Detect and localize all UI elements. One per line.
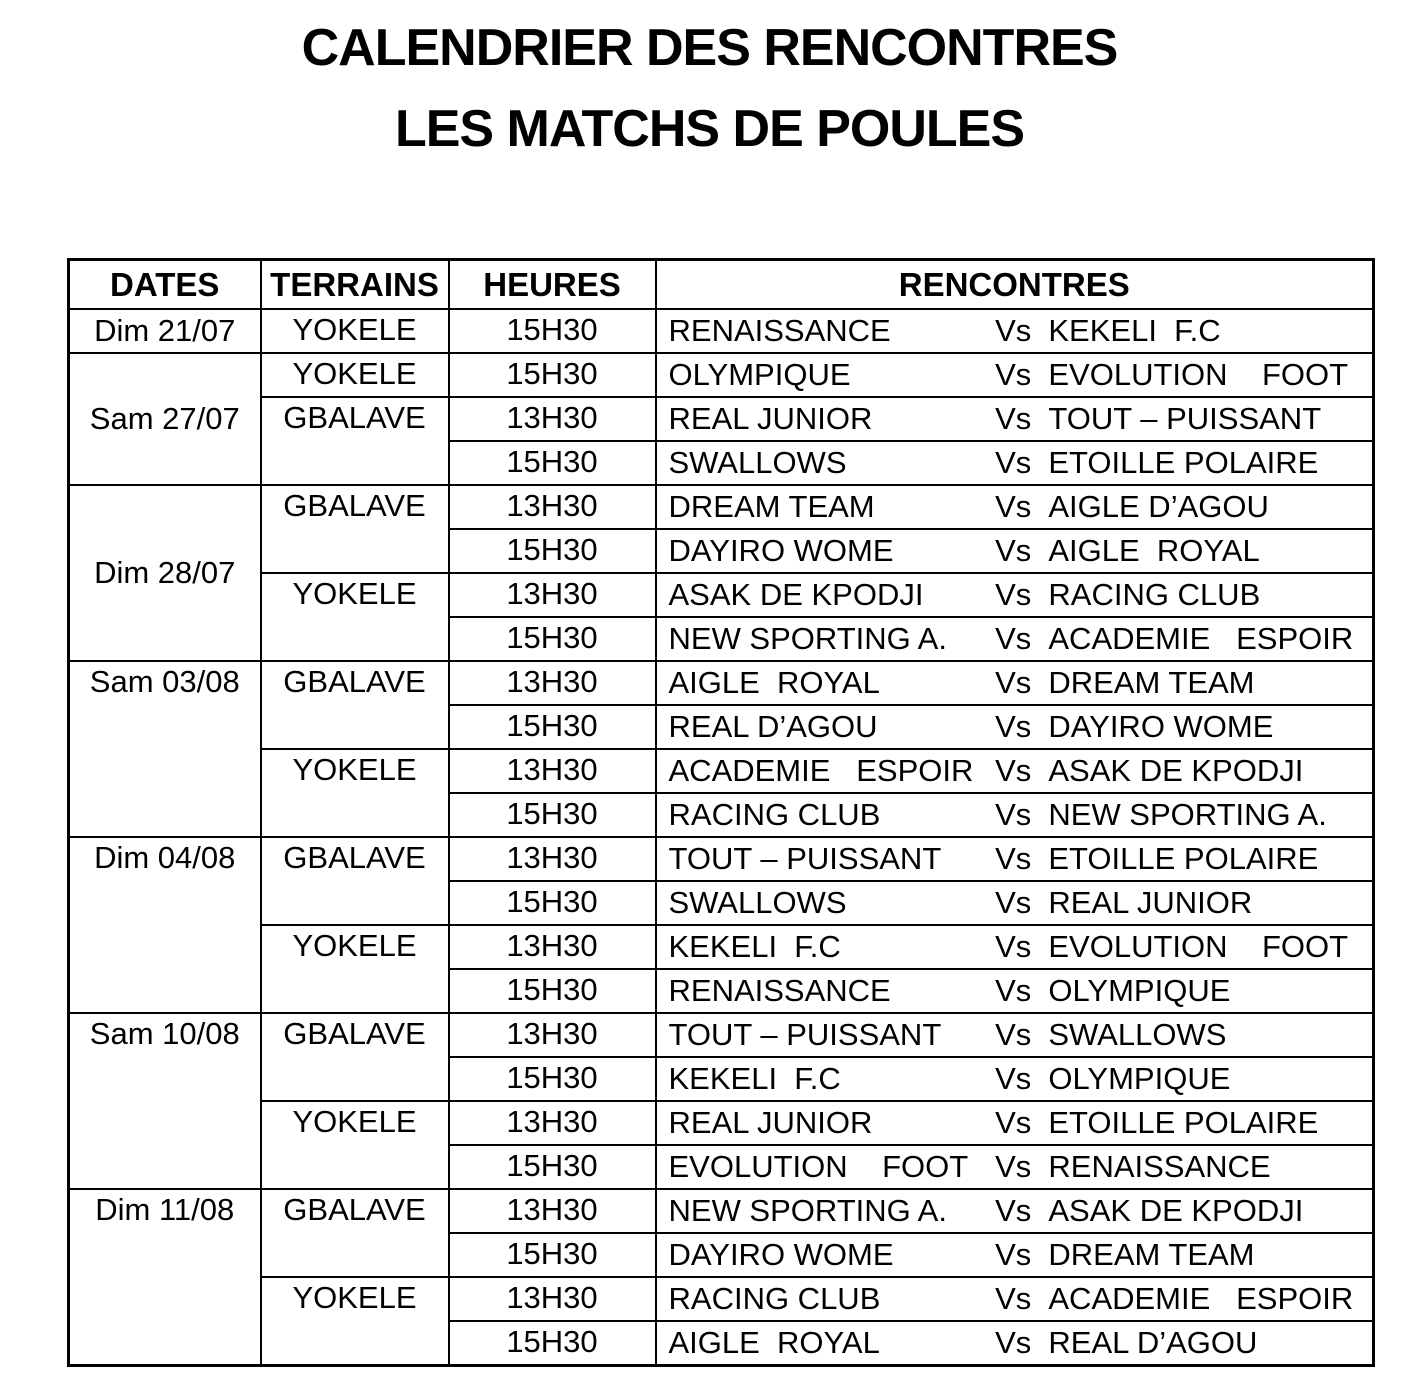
match-cell bbox=[656, 441, 1374, 485]
home-team: RACING CLUB bbox=[668, 797, 881, 832]
home-team: DAYIRO WOME bbox=[668, 533, 894, 568]
vs-label: Vs bbox=[995, 401, 1032, 436]
match-row bbox=[69, 925, 1374, 969]
terrain-cell: YOKELE bbox=[261, 353, 449, 397]
match-cell bbox=[656, 353, 1374, 397]
date-cell: Dim 11/08 bbox=[69, 1189, 261, 1366]
match-cell bbox=[656, 1233, 1374, 1277]
match-line bbox=[669, 486, 1373, 528]
vs-label: Vs bbox=[995, 533, 1032, 568]
terrain-cell: GBALAVE bbox=[261, 397, 449, 485]
time-cell: 13H30 bbox=[449, 1101, 656, 1145]
home-team: RENAISSANCE bbox=[668, 313, 891, 348]
match-row bbox=[69, 397, 1374, 441]
home-team: ACADEMIE ESPOIR bbox=[668, 753, 974, 788]
terrain-cell: YOKELE bbox=[261, 573, 449, 661]
time-cell: 15H30 bbox=[449, 309, 656, 353]
home-team: NEW SPORTING A. bbox=[668, 621, 947, 656]
match-cell bbox=[656, 749, 1374, 793]
match-cell bbox=[656, 573, 1374, 617]
home-team: AIGLE ROYAL bbox=[668, 1325, 880, 1360]
away-team: ACADEMIE ESPOIR bbox=[1048, 621, 1354, 656]
match-line bbox=[669, 310, 1373, 352]
col-header-dates: DATES bbox=[69, 260, 261, 310]
vs-label: Vs bbox=[995, 841, 1032, 876]
away-team: TOUT – PUISSANT bbox=[1048, 401, 1322, 436]
match-cell bbox=[656, 397, 1374, 441]
match-cell bbox=[656, 705, 1374, 749]
vs-label: Vs bbox=[995, 797, 1032, 832]
vs-label: Vs bbox=[995, 1281, 1032, 1316]
match-line bbox=[669, 706, 1373, 748]
date-cell: Sam 10/08 bbox=[69, 1013, 261, 1189]
match-line bbox=[669, 882, 1373, 924]
time-cell: 15H30 bbox=[449, 793, 656, 837]
match-cell bbox=[656, 969, 1374, 1013]
vs-label: Vs bbox=[995, 709, 1032, 744]
terrain-cell: GBALAVE bbox=[261, 1013, 449, 1101]
vs-label: Vs bbox=[995, 1237, 1032, 1272]
match-line bbox=[669, 794, 1373, 836]
match-line bbox=[669, 442, 1373, 484]
match-line bbox=[669, 618, 1373, 660]
terrain-cell: YOKELE bbox=[261, 1277, 449, 1366]
match-line bbox=[669, 1322, 1373, 1364]
home-team: REAL JUNIOR bbox=[668, 1105, 873, 1140]
title-line-2: LES MATCHS DE POULES bbox=[394, 100, 1025, 159]
match-row bbox=[69, 1189, 1374, 1233]
vs-label: Vs bbox=[995, 973, 1032, 1008]
match-row bbox=[69, 1101, 1374, 1145]
match-row bbox=[69, 309, 1374, 353]
match-row bbox=[69, 1013, 1374, 1057]
match-line bbox=[669, 574, 1373, 616]
time-cell: 13H30 bbox=[449, 749, 656, 793]
time-cell: 15H30 bbox=[449, 529, 656, 573]
vs-label: Vs bbox=[995, 665, 1032, 700]
terrain-cell: YOKELE bbox=[261, 925, 449, 1013]
terrain-cell: YOKELE bbox=[261, 309, 449, 353]
header-row bbox=[69, 260, 1374, 310]
match-cell bbox=[656, 1189, 1374, 1233]
away-team: DAYIRO WOME bbox=[1048, 709, 1274, 744]
terrain-cell: GBALAVE bbox=[261, 485, 449, 573]
vs-label: Vs bbox=[995, 1325, 1032, 1360]
terrain-cell: YOKELE bbox=[261, 749, 449, 837]
vs-label: Vs bbox=[995, 1105, 1032, 1140]
home-team: REAL D’AGOU bbox=[668, 709, 878, 744]
home-team: SWALLOWS bbox=[668, 885, 847, 920]
home-team: RENAISSANCE bbox=[668, 973, 891, 1008]
match-cell bbox=[656, 485, 1374, 529]
home-team: TOUT – PUISSANT bbox=[668, 841, 942, 876]
away-team: ETOILLE POLAIRE bbox=[1048, 841, 1319, 876]
document-title bbox=[0, 20, 1419, 158]
away-team: ETOILLE POLAIRE bbox=[1048, 1105, 1319, 1140]
away-team: RACING CLUB bbox=[1048, 577, 1261, 612]
away-team: RENAISSANCE bbox=[1048, 1149, 1271, 1184]
schedule-body bbox=[69, 309, 1374, 1366]
match-cell bbox=[656, 661, 1374, 705]
home-team: DAYIRO WOME bbox=[668, 1237, 894, 1272]
away-team: AIGLE ROYAL bbox=[1048, 533, 1260, 568]
match-line bbox=[669, 1278, 1373, 1320]
time-cell: 13H30 bbox=[449, 1277, 656, 1321]
match-line bbox=[669, 970, 1373, 1012]
time-cell: 13H30 bbox=[449, 925, 656, 969]
away-team: ACADEMIE ESPOIR bbox=[1048, 1281, 1354, 1316]
away-team: OLYMPIQUE bbox=[1048, 973, 1231, 1008]
time-cell: 13H30 bbox=[449, 837, 656, 881]
away-team: SWALLOWS bbox=[1048, 1017, 1227, 1052]
home-team: NEW SPORTING A. bbox=[668, 1193, 947, 1228]
time-cell: 15H30 bbox=[449, 969, 656, 1013]
match-line bbox=[669, 1102, 1373, 1144]
time-cell: 15H30 bbox=[449, 705, 656, 749]
home-team: RACING CLUB bbox=[668, 1281, 881, 1316]
match-cell bbox=[656, 1101, 1374, 1145]
home-team: AIGLE ROYAL bbox=[668, 665, 880, 700]
away-team: DREAM TEAM bbox=[1048, 665, 1255, 700]
time-cell: 15H30 bbox=[449, 617, 656, 661]
away-team: ASAK DE KPODJI bbox=[1048, 1193, 1304, 1228]
home-team: KEKELI F.C bbox=[668, 929, 841, 964]
away-team: ASAK DE KPODJI bbox=[1048, 753, 1304, 788]
match-line bbox=[669, 838, 1373, 880]
vs-label: Vs bbox=[995, 929, 1032, 964]
match-line bbox=[669, 1014, 1373, 1056]
time-cell: 15H30 bbox=[449, 1233, 656, 1277]
match-cell bbox=[656, 1321, 1374, 1366]
time-cell: 15H30 bbox=[449, 1145, 656, 1189]
match-row bbox=[69, 749, 1374, 793]
date-cell: Sam 27/07 bbox=[69, 353, 261, 485]
home-team: ASAK DE KPODJI bbox=[668, 577, 924, 612]
vs-label: Vs bbox=[995, 313, 1032, 348]
match-line bbox=[669, 1146, 1373, 1188]
vs-label: Vs bbox=[995, 1193, 1032, 1228]
match-line bbox=[669, 926, 1373, 968]
time-cell: 13H30 bbox=[449, 661, 656, 705]
match-line bbox=[669, 1058, 1373, 1100]
away-team: AIGLE D’AGOU bbox=[1048, 489, 1269, 524]
away-team: EVOLUTION FOOT bbox=[1048, 357, 1349, 392]
vs-label: Vs bbox=[995, 357, 1032, 392]
time-cell: 13H30 bbox=[449, 485, 656, 529]
terrain-cell: GBALAVE bbox=[261, 1189, 449, 1277]
away-team: REAL JUNIOR bbox=[1048, 885, 1253, 920]
time-cell: 15H30 bbox=[449, 1321, 656, 1366]
match-row bbox=[69, 1277, 1374, 1321]
match-row bbox=[69, 573, 1374, 617]
vs-label: Vs bbox=[995, 1061, 1032, 1096]
match-row bbox=[69, 353, 1374, 397]
vs-label: Vs bbox=[995, 885, 1032, 920]
schedule-table bbox=[67, 258, 1375, 1367]
match-cell bbox=[656, 529, 1374, 573]
time-cell: 13H30 bbox=[449, 1013, 656, 1057]
home-team: REAL JUNIOR bbox=[668, 401, 873, 436]
schedule-table-container bbox=[67, 258, 1375, 1367]
match-line bbox=[669, 1190, 1373, 1232]
time-cell: 13H30 bbox=[449, 1189, 656, 1233]
date-cell: Sam 03/08 bbox=[69, 661, 261, 837]
time-cell: 15H30 bbox=[449, 441, 656, 485]
vs-label: Vs bbox=[995, 489, 1032, 524]
vs-label: Vs bbox=[995, 445, 1032, 480]
match-cell bbox=[656, 793, 1374, 837]
time-cell: 15H30 bbox=[449, 353, 656, 397]
match-row bbox=[69, 485, 1374, 529]
away-team: NEW SPORTING A. bbox=[1048, 797, 1327, 832]
vs-label: Vs bbox=[995, 577, 1032, 612]
away-team: ETOILLE POLAIRE bbox=[1048, 445, 1319, 480]
terrain-cell: YOKELE bbox=[261, 1101, 449, 1189]
match-line bbox=[669, 398, 1373, 440]
away-team: DREAM TEAM bbox=[1048, 1237, 1255, 1272]
col-header-terrains: TERRAINS bbox=[261, 260, 449, 310]
home-team: TOUT – PUISSANT bbox=[668, 1017, 942, 1052]
col-header-heures: HEURES bbox=[449, 260, 656, 310]
date-cell: Dim 04/08 bbox=[69, 837, 261, 1013]
home-team: SWALLOWS bbox=[668, 445, 847, 480]
match-cell bbox=[656, 1145, 1374, 1189]
terrain-cell: GBALAVE bbox=[261, 837, 449, 925]
time-cell: 15H30 bbox=[449, 881, 656, 925]
away-team: KEKELI F.C bbox=[1048, 313, 1221, 348]
vs-label: Vs bbox=[995, 753, 1032, 788]
vs-label: Vs bbox=[995, 1149, 1032, 1184]
match-cell bbox=[656, 1057, 1374, 1101]
match-line bbox=[669, 750, 1373, 792]
match-cell bbox=[656, 1277, 1374, 1321]
match-cell bbox=[656, 837, 1374, 881]
home-team: OLYMPIQUE bbox=[668, 357, 851, 392]
match-row bbox=[69, 661, 1374, 705]
date-cell: Dim 28/07 bbox=[69, 485, 261, 661]
match-cell bbox=[656, 309, 1374, 353]
vs-label: Vs bbox=[995, 1017, 1032, 1052]
away-team: EVOLUTION FOOT bbox=[1048, 929, 1349, 964]
title-line-1: CALENDRIER DES RENCONTRES bbox=[301, 19, 1118, 77]
match-line bbox=[669, 530, 1373, 572]
date-cell: Dim 21/07 bbox=[69, 309, 261, 353]
match-line bbox=[669, 662, 1373, 704]
home-team: EVOLUTION FOOT bbox=[668, 1149, 969, 1184]
time-cell: 15H30 bbox=[449, 1057, 656, 1101]
match-cell bbox=[656, 925, 1374, 969]
time-cell: 13H30 bbox=[449, 397, 656, 441]
home-team: KEKELI F.C bbox=[668, 1061, 841, 1096]
col-header-rencontres: RENCONTRES bbox=[656, 260, 1374, 310]
terrain-cell: GBALAVE bbox=[261, 661, 449, 749]
match-cell bbox=[656, 1013, 1374, 1057]
match-line bbox=[669, 354, 1373, 396]
vs-label: Vs bbox=[995, 621, 1032, 656]
home-team: DREAM TEAM bbox=[668, 489, 875, 524]
away-team: OLYMPIQUE bbox=[1048, 1061, 1231, 1096]
match-row bbox=[69, 837, 1374, 881]
match-cell bbox=[656, 617, 1374, 661]
match-cell bbox=[656, 881, 1374, 925]
time-cell: 13H30 bbox=[449, 573, 656, 617]
away-team: REAL D’AGOU bbox=[1048, 1325, 1258, 1360]
match-line bbox=[669, 1234, 1373, 1276]
